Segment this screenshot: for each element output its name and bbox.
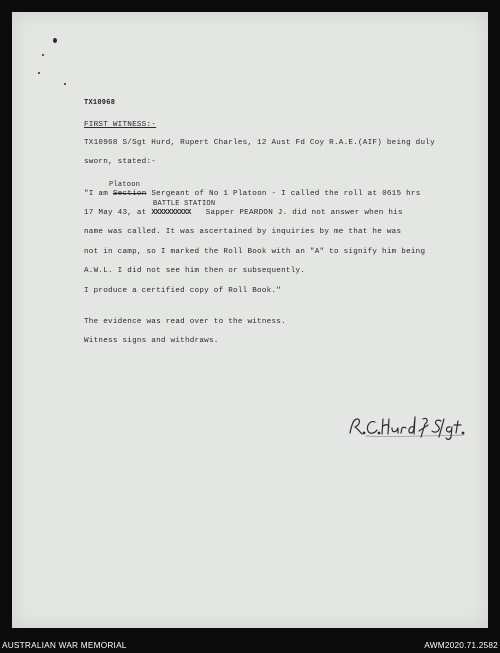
statement-rest: Sapper PEARDON J. did not answer when his bbox=[205, 209, 403, 217]
statement-open: "I am bbox=[84, 190, 109, 198]
ink-speck bbox=[64, 83, 66, 85]
ink-speck bbox=[53, 38, 57, 43]
witness-heading: FIRST WITNESS:- bbox=[84, 121, 157, 129]
ink-speck bbox=[38, 72, 40, 74]
inserted-words-battle-station: BATTLE STATION bbox=[153, 200, 216, 208]
statement-line-4: not in camp, so I marked the Roll Book with an "A" to signify him being bbox=[84, 248, 426, 256]
statement-rest: Sergeant of No 1 Platoon - I called the roll at 0615 hrs bbox=[151, 190, 421, 198]
handwritten-signature bbox=[346, 413, 470, 441]
statement-date: 17 May 43, at bbox=[84, 209, 147, 217]
file-reference: TX10968 bbox=[84, 99, 116, 107]
typed-over-word: XXXXXXXXXX bbox=[151, 209, 191, 217]
intro-line-2: sworn, stated:- bbox=[84, 158, 157, 166]
statement-line-5: A.W.L. I did not see him then or subsequently. bbox=[84, 267, 306, 275]
statement-line-2 bbox=[84, 209, 403, 217]
statement-line-1 bbox=[84, 190, 421, 198]
footer-institution: AUSTRALIAN WAR MEMORIAL bbox=[2, 640, 127, 650]
ink-speck bbox=[42, 54, 44, 56]
closing-line-1: The evidence was read over to the witness. bbox=[84, 318, 286, 326]
struck-word-section: Section bbox=[112, 190, 147, 198]
statement-line-3: name was called. It was ascertained by inquiries by me that he was bbox=[84, 228, 402, 236]
inserted-word-platoon: Platoon bbox=[109, 181, 141, 189]
closing-line-2: Witness signs and withdraws. bbox=[84, 337, 219, 345]
statement-line-6: I produce a certified copy of Roll Book." bbox=[84, 287, 282, 295]
footer-catalogue-number: AWM2020.71.2582 bbox=[424, 640, 498, 650]
intro-line-1: TX10968 S/Sgt Hurd, Rupert Charles, 12 Aust Fd Coy R.A.E.(AIF) being duly bbox=[84, 139, 435, 147]
